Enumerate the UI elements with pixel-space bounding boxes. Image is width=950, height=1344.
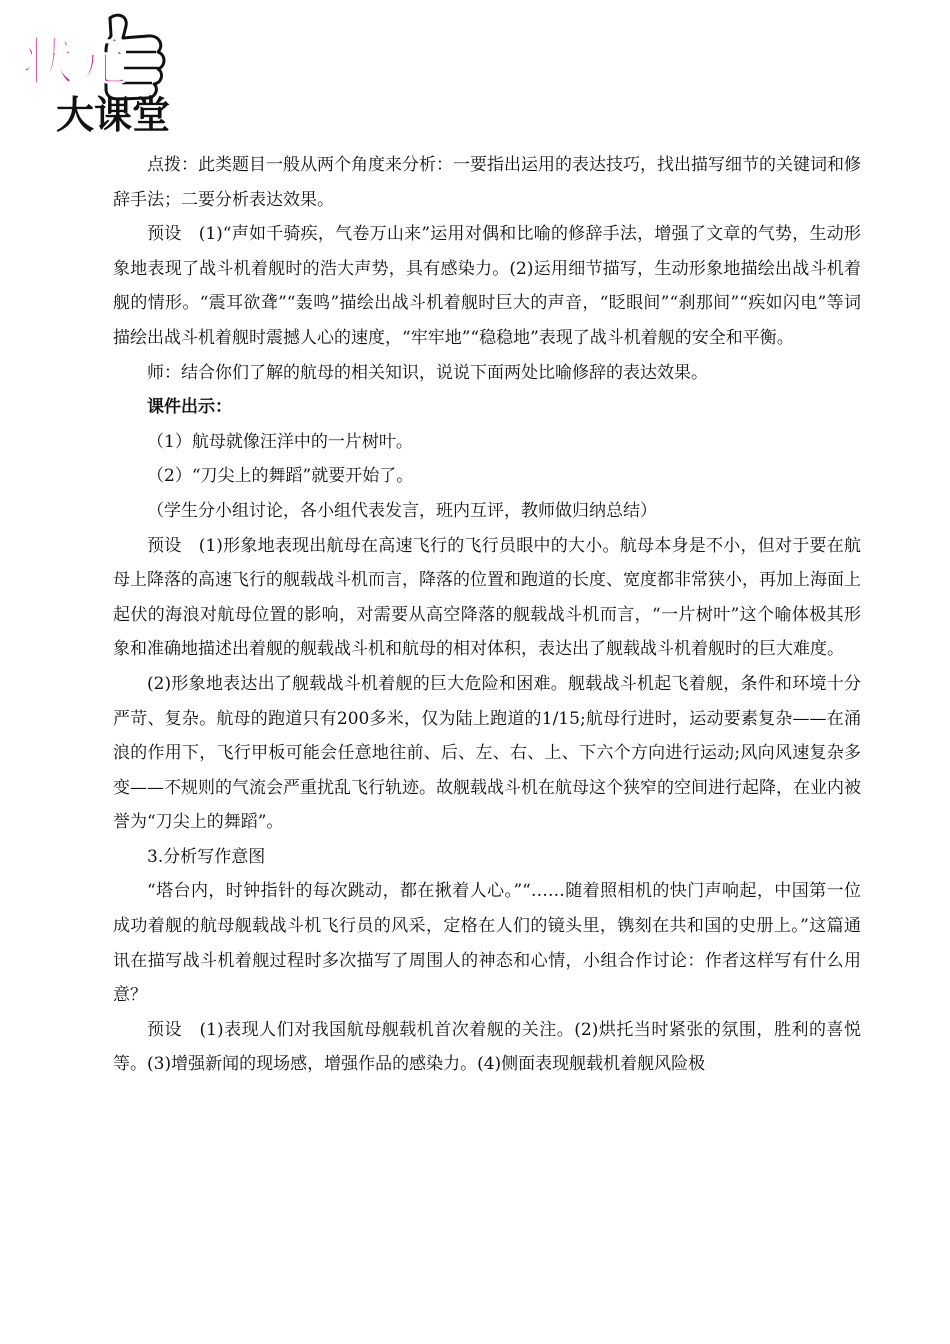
paragraph-section-3: 3.分析写作意图 — [147, 846, 266, 867]
logo-text-pink: 状元 — [22, 33, 127, 93]
paragraph-item-2: （2）“刀尖上的舞蹈”就要开始了。 — [147, 466, 414, 487]
paragraph-preset-2: 预设 (1)形象地表现出航母在高速飞行的飞行员眼中的大小。航母本身是不小，但对于要在航母上降落的高速飞行的舰载战斗机而言，降落的位置和跑道的长度、宽度都非常狭小，再加上海面上起伏的海浪对航母位置的影响，对需要从高空降落的舰载战斗机而言，“一片树叶”这个喻体极其形象和准确地描述出着舰的舰载战斗机和航母的相对体积，表达出了舰载战斗机着舰时的巨大难度。 — [113, 535, 861, 660]
paragraph-discussion: （学生分小组讨论，各小组代表发言，班内互评，教师做归纳总结） — [147, 500, 657, 521]
paragraph-item-1: （1）航母就像汪洋中的一片树叶。 — [147, 431, 413, 452]
paragraph-teacher: 师：结合你们了解的航母的相关知识，说说下面两处比喻修辞的表达效果。 — [147, 362, 708, 383]
paragraph-courseware-heading: 课件出示： — [147, 397, 232, 418]
brand-logo — [18, 10, 193, 135]
logo-text-black: 大课堂 — [56, 93, 171, 135]
document-body — [113, 148, 861, 1082]
paragraph-preset-3: 预设 (1)表现人们对我国航母舰载机首次着舰的关注。(2)烘托当时紧张的氛围，胜利的喜悦等。(3)增强新闻的现场感，增强作品的感染力。(4)侧面表现舰载机着舰风险极 — [113, 1019, 861, 1075]
paragraph-preset-1: 预设 (1)“声如千骑疾，气卷万山来”运用对偶和比喻的修辞手法，增强了文章的气势，生动形象地表现了战斗机着舰时的浩大声势，具有感染力。(2)运用细节描写，生动形象地描绘出战斗机着舰的情形。“震耳欲聋”“轰鸣”描绘出战斗机着舰时巨大的声音，“眨眼间”“刹那间”“疾如闪电”等词描绘出战斗机着舰时震撼人心的速度，“牢牢地”“稳稳地”表现了战斗机着舰的安全和平衡。 — [113, 224, 861, 348]
paragraph-quote: “塔台内，时钟指针的每次跳动，都在揪着人心。”“……随着照相机的快门声响起，中国第一位成功着舰的航母舰载战斗机飞行员的风采，定格在人们的镜头里，镌刻在共和国的史册上。”这篇通讯在描写战斗机着舰过程时多次描写了周围人的神态和心情，小组合作讨论：作者这样写有什么用意？ — [113, 881, 861, 1006]
brand-logo-graphic — [18, 10, 193, 135]
paragraph-hint: 点拨：此类题目一般从两个角度来分析：一要指出运用的表达技巧，找出描写细节的关键词和修辞手法；二要分析表达效果。 — [113, 155, 861, 210]
paragraph-preset-2b: (2)形象地表达出了舰载战斗机着舰的巨大危险和困难。舰载战斗机起飞着舰，条件和环境十分严苛、复杂。航母的跑道只有200多米，仅为陆上跑道的1/15;航母行进时，运动要素复杂——在涌浪的作用下，飞行甲板可能会任意地往前、后、左、右、上、下六个方向进行运动;风向风速复杂多变——不规则的气流会严重扰乱飞行轨迹。故舰载战斗机在航母这个狭窄的空间进行起降，在业内被誉为“刀尖上的舞蹈”。 — [113, 673, 861, 833]
